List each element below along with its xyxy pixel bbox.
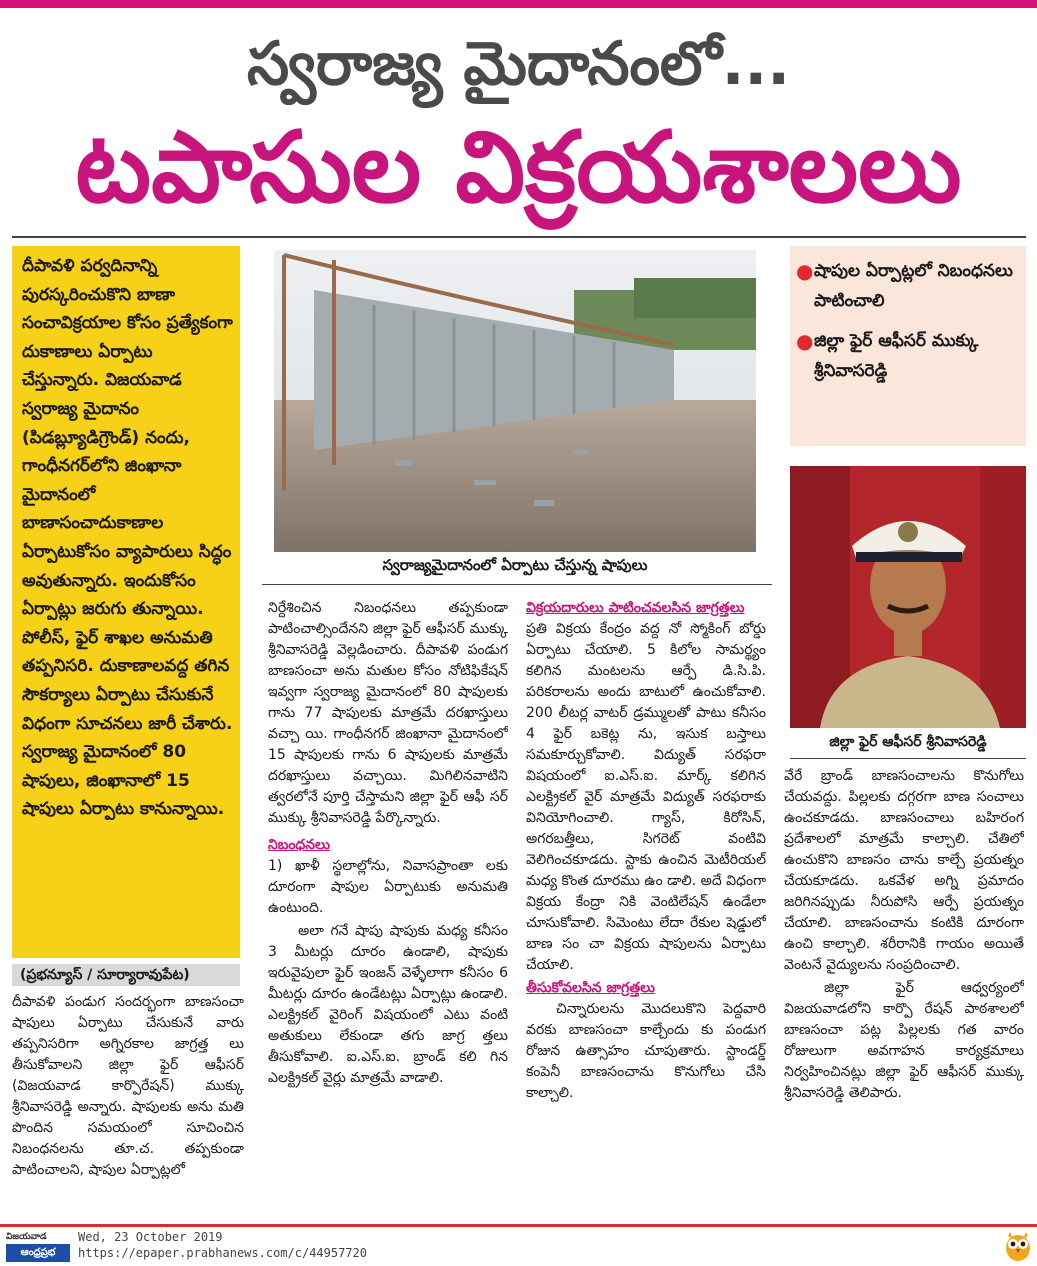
article-column-2 [268, 598, 508, 1220]
headline-divider [12, 236, 1026, 238]
top-color-band [0, 0, 1037, 8]
bullet-icon: ● [796, 329, 814, 353]
article-column-3 [526, 598, 766, 1220]
shops-photo-caption: స్వరాజ్యమైదానంలో ఏర్పాటు చేస్తున్న షాపులు [382, 556, 648, 574]
headline-kicker: స్వరాజ్య మైదానంలో... [246, 29, 791, 99]
edition-date: Wed, 23 October 2019 [78, 1230, 223, 1244]
bullet-icon: ● [796, 259, 814, 283]
caption-divider [262, 584, 772, 585]
rule-paragraph: 1) ఖాళీ స్థలాల్లోను, నివాసప్రాంతా లకు దూరంగా షాపుల ఏర్పాటుకు అనుమతి ఉంటుంది. [268, 858, 508, 916]
officer-photo-caption: జిల్లా ఫైర్ ఆఫీసర్ శ్రీనివాసరెడ్డి [829, 734, 987, 750]
byline: (ప్రభన్యూస్ / సూర్యారావుపేట) [12, 964, 240, 986]
highlight-text: జిల్లా ఫైర్ ఆఫీసర్ ముక్కు శ్రీనివాసరెడ్డి [814, 331, 979, 381]
logo-city: విజయవాడ [6, 1232, 47, 1242]
column-paragraph: వేరే బ్రాండ్ బాణసంచాలను కొనుగోలు చేయవద్దు. పిల్లలకు దగ్గరగా బాణ సంచాలు ఉంచకూడదు. బాణసంచాలు బహిరంగ ప్రదేశాలలో మాత్రమే కాల్చాలి. చేతిలో ఉంచుకొని బాణసం చాను కాల్చే ప్రయత్నం చేయకూడదు. ఒకవేళ అగ్ని ప్రమాదం జరిగినప్పుడు నీరుపోసి ఆర్పే ప్రయత్నం చేయాలి. బాణసంచాను కంటికి దూరంగా ఉంచి కాల్చాలి. శరీరానికి గాయం అయితే వెంటనే వైద్యులను సంప్రదించాలి. [784, 768, 1024, 973]
precautions-subhead: తీసుకోవలసిన జాగ్రత్తలు [526, 980, 655, 996]
shops-photo [274, 250, 756, 552]
rule-paragraph: అలా గనే షాపు షాపుకు మధ్య కనీసం 3 మీటర్లు దూరం ఉండాలి, షాపుకు ఇరువైపులా ఫైర్ ఇంజన్ వెళ్ళేలాగా కనీసం 6 మీటర్లు దూరం ఉండేటట్లు ఏర్పాట్లు ఉండాలి. ఎలక్ట్రికల్ వైరింగ్ విషయంలో ఎటు వంటి అతుకులు లేకుండా తగు జాగ్ర త్తలు తీసుకోవాలి. ఐ.ఎస్.ఐ. బ్రాండ్ కలి గిన ఎలక్ట్రికల్ వైర్లు మాత్రమే వాడాలి. [268, 923, 508, 1086]
column-paragraph: దీపావళి పండుగ సందర్భంగా బాణసంచా షాపులు ఏర్పాటు చేసుకునే వారు తప్పనిసరిగా అగ్నిరకాల జాగ్రత్త లు తీసుకోవాలని జిల్లా ఫైర్ ఆఫీసర్ (విజయవాడ కార్పొరేషన్) ముక్కు శ్రీనివాసరెడ్డి అన్నారు. షాపులకు అను మతి పొందిన సమయంలో సూచించిన నిబంధనలను తూ.చ. తప్పకుండా పాటించాలని, షాపుల ఏర్పాట్లలో [12, 994, 244, 1178]
headline-main: టపాసుల విక్రయశాలలు [75, 111, 962, 225]
article-column-4 [784, 766, 1024, 1220]
column-paragraph: జిల్లా ఫైర్ ఆధ్వర్యంలో విజయవాడలోని కార్పొ రేషన్ పాఠశాలలో బాణసంచా పట్ల పిల్లలకు గత వారం రోజులుగా అవగాహన కార్యక్రమాలు నిర్వహించినట్లు జిల్లా ఫైర్ ఆఫీసర్ ముక్కు శ్రీనివాసరెడ్డి తెలిపారు. [784, 980, 1024, 1101]
column-paragraph: ప్రతి విక్రయ కేంద్రం వద్ద నో స్మోకింగ్ బోర్డు ఏర్పాటు చేయాలి. 5 కిలోల సామర్థ్యం కలిగిన మంటలను ఆర్పే డి.సి.పి. పరికరాలను అందు బాటులో ఉంచుకోవాలి. 200 లీటర్ల వాటర్ డ్రమ్ములతో పాటు కనీసం 4 ఫైర్ బకెట్ల ను, ఇసుక బస్తాలు సమకూర్చుకోవాలి. విద్యుత్ సరఫరా విషయంలో ఐ.ఎస్.ఐ. మార్క్ కలిగిన ఎలక్ట్రికల్ వైర్ మాత్రమే విద్యుత్ సరఫరాకు వినియోగించాలి. గ్యాస్, కిరోసిన్, అగరబత్తీలు, సిగరెట్ వంటివి వెలిగించకూడదు. స్టాకు ఉంచిన మెటీరియల్ మధ్య కొంత దూరము ఉం డాలి. అదే విధంగా విక్రయ కేంద్రా నికి వెంటిలేషన్ ఉండేలా చూసుకోవాలి. సిమెంటు లేదా రేకుల షెడ్డులో బాణ సం చా విక్రయ షాపులను ఏర్పాటు చేయాలి. [526, 621, 766, 973]
officer-photo-image [790, 466, 1026, 728]
highlight-item [796, 326, 1018, 386]
article-column-1 [12, 992, 244, 1220]
column-paragraph: చిన్నారులను మొదలుకొని పెద్దవారి వరకు బాణసంచా కాల్చేందు కు పండుగ రోజున ఉత్సాహం చూపుతారు. స్టాండర్డ్ కంపెనీ బాణసంచాను కొనుగోలు చేసి కాల్చాలి. [526, 1001, 766, 1101]
newspaper-logo: ఆంధ్రప్రభ [6, 1244, 70, 1262]
epaper-url[interactable]: https://epaper.prabhanews.com/c/44957720 [78, 1246, 367, 1260]
column-paragraph: నిర్దేశించిన నిబంధనలు తప్పకుండా పాటించాల్సిందేనని జిల్లా ఫైర్ ఆఫీసర్ ముక్కు శ్రీనివాసరెడ్డి వెల్లడించారు. దీపావళి పండుగ బాణసంచా అను మతుల కోసం నోటిఫికేషన్ ఇవ్వగా స్వరాజ్య మైదానంలో 80 షాపులకు గాను 77 షాపులకు మాత్రమే దరఖాస్తులు వచ్చా యి. గాంధీనగర్ జింఖానా మైదానంలో 15 షాపులకు గాను 6 షాపులకు మాత్రమే దరఖాస్తులు వచ్చాయి. మిగిలినవాటిని త్వరలోనే పూర్తి చేస్తామని జిల్లా ఫైర్ ఆఫీ సర్ ముక్కు శ్రీనివాసరెడ్డి పేర్కొన్నారు. [268, 600, 508, 826]
highlights-box [790, 246, 1026, 446]
shops-photo-image [274, 250, 756, 552]
seller-precautions-subhead: విక్రయదారులు పాటించవలసిన జాగ్రత్తలు [526, 600, 745, 616]
officer-photo [790, 466, 1026, 728]
intro-box [12, 246, 240, 958]
footer-divider [0, 1224, 1037, 1227]
highlight-item [796, 256, 1018, 316]
owl-mascot-icon [1004, 1230, 1032, 1262]
intro-paragraph: దీపావళి పర్వదినాన్ని పురస్కరించుకొని బాణా సంచావిక్రయాల కోసం ప్రత్యేకంగా దుకాణాలు ఏర్పాటు చేస్తున్నారు. విజయవాడ స్వరాజ్య మైదానం (పిడబ్ల్యూడిగ్రౌండ్) నందు, గాంధీనగర్‌లోని జింఖానా మైదానంలో బాణాసంచాదుకాణాల ఏర్పాటుకోసం వ్యాపారులు సిద్ధం అవుతున్నారు. ఇందుకోసం ఏర్పాట్లు జరుగు తున్నాయి. పోలీస్, ఫైర్ శాఖల అనుమతి తప్పనిసరి. దుకాణాలవద్ద తగిన సౌకర్యాలు ఏర్పాటు చేసుకునే విధంగా సూచనలు జారీ చేశారు. స్వరాజ్య మైదానంలో 80 షాపులు, జింఖానాలో 15 షాపులు ఏర్పాటు కానున్నాయి. [22, 256, 233, 820]
rules-subhead: నిబంధనలు [268, 837, 330, 853]
caption-divider [790, 758, 1026, 759]
highlight-text: షాపుల ఏర్పాట్లలో నిబంధనలు పాటించాలి [814, 261, 1013, 311]
